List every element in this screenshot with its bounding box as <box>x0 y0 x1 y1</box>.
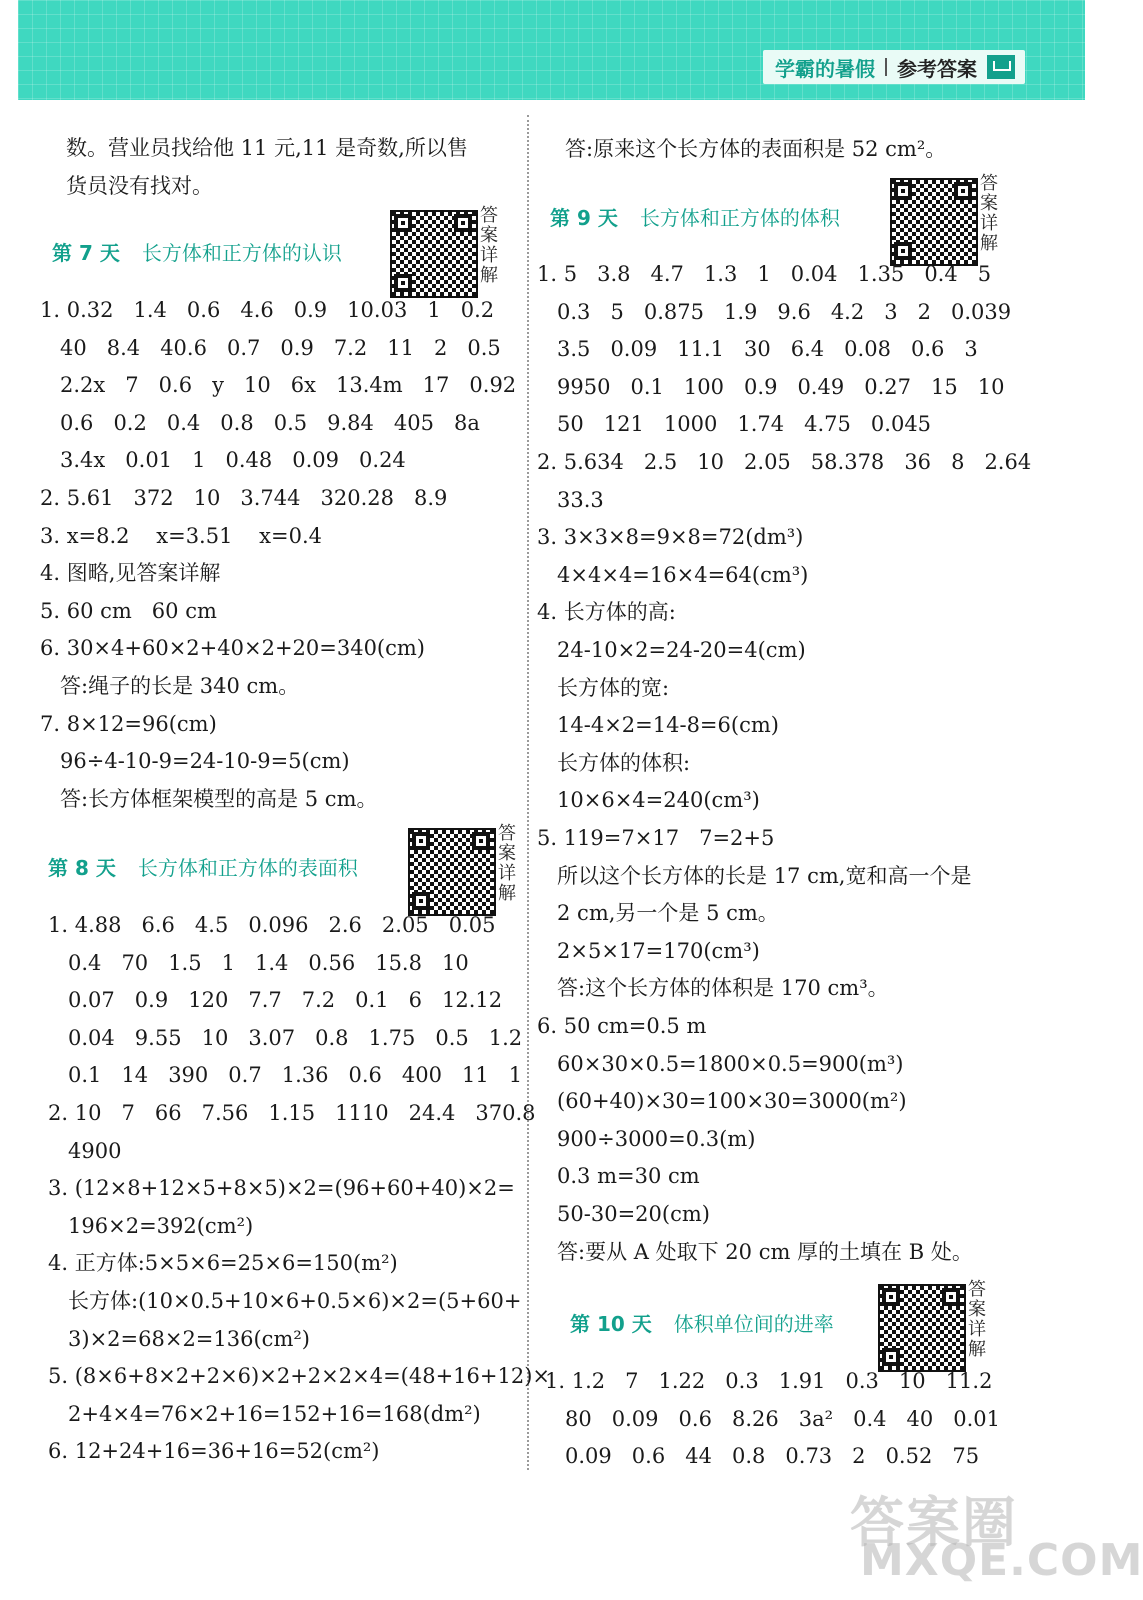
qr-finder-pattern <box>394 274 412 292</box>
day7-qr-code[interactable] <box>390 210 478 298</box>
day9-answer-line: 900÷3000=0.3(m) <box>537 1126 756 1151</box>
qr-finder-pattern <box>882 1348 900 1366</box>
qr-finder-pattern <box>882 1288 900 1306</box>
intro-line: 数。营业员找给他 11 元,11 是奇数,所以售 <box>66 136 468 160</box>
brand-title: 学霸的暑假 <box>775 56 875 81</box>
day7-heading <box>52 237 342 266</box>
day7-answer-line: 答:绳子的长是 340 cm。 <box>40 674 300 698</box>
day8-answer-line: 2+4×4=76×2+16=152+16=168(dm²) <box>48 1401 481 1426</box>
day8-answer-line: 196×2=392(cm²) <box>48 1213 254 1238</box>
day9-answer-line: 50-30=20(cm) <box>537 1202 710 1226</box>
day10-heading-title: 体积单位间的进率 <box>673 1312 834 1336</box>
day8-answer-line: 1. 4.88 6.6 4.5 0.096 2.6 2.05 0.05 <box>48 913 496 937</box>
day10-answer-line: 1. 1.2 7 1.22 0.3 1.91 0.3 10 11.2 <box>545 1369 993 1393</box>
day9-answer-line: 33.3 <box>537 487 604 512</box>
book-icon <box>987 55 1015 79</box>
right-intro-line: 答:原来这个长方体的表面积是 52 cm²。 <box>565 137 947 161</box>
day10-answer-line: 0.09 0.6 44 0.8 0.73 2 0.52 75 <box>545 1444 980 1469</box>
day9-answer-line: 答:要从 A 处取下 20 cm 厚的土填在 B 处。 <box>537 1239 973 1264</box>
day9-answer-line: 60×30×0.5=1800×0.5=900(m³) <box>537 1051 904 1076</box>
watermark-url: MXQE.COM <box>860 1535 1143 1586</box>
day9-heading-day: 第 9 天 <box>550 206 618 230</box>
day7-qr-label: 答案详解 <box>480 205 498 286</box>
day9-answer-line: 10×6×4=240(cm³) <box>537 788 760 813</box>
day8-answer-line: 4900 <box>48 1138 122 1163</box>
day9-answer-line: 答:这个长方体的体积是 170 cm³。 <box>537 976 889 1001</box>
day9-answer-line: 4. 长方体的高: <box>537 600 676 625</box>
column-divider <box>527 115 529 1470</box>
day9-answer-line: 2 cm,另一个是 5 cm。 <box>537 901 779 926</box>
day8-answer-line: 3)×2=68×2=136(cm²) <box>48 1326 310 1351</box>
day9-answer-line: 3.5 0.09 11.1 30 6.4 0.08 0.6 3 <box>537 337 978 362</box>
day9-answer-line: 24-10×2=24-20=4(cm) <box>537 638 806 662</box>
day9-answer-line: 14-4×2=14-8=6(cm) <box>537 713 779 738</box>
section-title: 参考答案 <box>897 56 977 81</box>
day9-answer-line: 所以这个长方体的长是 17 cm,宽和高一个是 <box>537 863 972 888</box>
qr-finder-pattern <box>454 214 472 232</box>
day7-answer-line: 3.4x 0.01 1 0.48 0.09 0.24 <box>40 448 406 473</box>
day8-answer-line: 4. 正方体:5×5×6=25×6=150(m²) <box>48 1251 398 1276</box>
day9-heading <box>550 202 840 231</box>
intro-line: 货员没有找对。 <box>66 174 213 198</box>
day7-answer-line: 1. 0.32 1.4 0.6 4.6 0.9 10.03 1 0.2 <box>40 298 495 322</box>
day8-answer-line: 5. (8×6+8×2+2×6)×2+2×2×4=(48+16+12)× <box>48 1364 551 1389</box>
day9-answer-line: (60+40)×30=100×30=3000(m²) <box>537 1089 907 1114</box>
day8-answer-line: 2. 10 7 66 7.56 1.15 1110 24.4 370.8 <box>48 1101 536 1125</box>
qr-finder-pattern <box>412 892 430 910</box>
day7-answer-line: 5. 60 cm 60 cm <box>40 598 217 623</box>
day8-answer-line: 3. (12×8+12×5+8×5)×2=(96+60+40)×2= <box>48 1176 515 1201</box>
day9-answer-line: 4×4×4=16×4=64(cm³) <box>537 562 809 587</box>
day10-qr-label: 答案详解 <box>968 1279 986 1360</box>
day9-qr-code[interactable] <box>890 178 978 266</box>
day7-answer-line: 96÷4-10-9=24-10-9=5(cm) <box>40 749 350 774</box>
day10-answer-line: 80 0.09 0.6 8.26 3a² 0.4 40 0.01 <box>545 1406 1001 1431</box>
day8-heading-day: 第 8 天 <box>48 856 116 880</box>
day8-answer-line: 长方体:(10×0.5+10×6+0.5×6)×2=(5+60+ <box>48 1289 522 1313</box>
day9-answer-line: 5. 119=7×17 7=2+5 <box>537 826 775 850</box>
day7-heading-day: 第 7 天 <box>52 241 120 265</box>
day7-answer-line: 2.2x 7 0.6 y 10 6x 13.4m 17 0.92 <box>40 373 517 398</box>
day9-answer-line: 6. 50 cm=0.5 m <box>537 1014 707 1038</box>
day7-heading-title: 长方体和正方体的认识 <box>141 241 342 265</box>
day8-answer-line: 6. 12+24+16=36+16=52(cm²) <box>48 1439 380 1464</box>
day9-answer-line: 2. 5.634 2.5 10 2.05 58.378 36 8 2.64 <box>537 450 1032 474</box>
day8-qr-code[interactable] <box>408 828 496 916</box>
qr-finder-pattern <box>894 182 912 200</box>
header-band <box>763 50 1025 84</box>
day7-answer-line: 40 8.4 40.6 0.7 0.9 7.2 11 2 0.5 <box>40 335 501 360</box>
day8-heading <box>48 852 358 881</box>
day9-qr-label: 答案详解 <box>980 173 998 254</box>
qr-finder-pattern <box>472 832 490 850</box>
day9-answer-line: 9950 0.1 100 0.9 0.49 0.27 15 10 <box>537 374 1005 399</box>
day9-answer-line: 2×5×17=170(cm³) <box>537 938 760 963</box>
day8-answer-line: 0.07 0.9 120 7.7 7.2 0.1 6 12.12 <box>48 988 503 1013</box>
day7-answer-line: 6. 30×4+60×2+40×2+20=340(cm) <box>40 636 425 661</box>
qr-finder-pattern <box>394 214 412 232</box>
day9-answer-line: 0.3 5 0.875 1.9 9.6 4.2 3 2 0.039 <box>537 299 1012 324</box>
day9-answer-line: 50 121 1000 1.74 4.75 0.045 <box>537 412 932 437</box>
day7-answer-line: 答:长方体框架模型的高是 5 cm。 <box>40 786 378 811</box>
day8-answer-line: 0.4 70 1.5 1 1.4 0.56 15.8 10 <box>48 950 469 975</box>
day8-qr-label: 答案详解 <box>498 823 516 904</box>
day7-answer-line: 7. 8×12=96(cm) <box>40 711 217 736</box>
day8-answer-line: 0.1 14 390 0.7 1.36 0.6 400 11 1 <box>48 1063 523 1088</box>
header-separator <box>885 58 887 76</box>
day9-answer-line: 0.3 m=30 cm <box>537 1164 700 1189</box>
qr-finder-pattern <box>894 242 912 260</box>
day8-answer-line: 0.04 9.55 10 3.07 0.8 1.75 0.5 1.2 <box>48 1025 523 1050</box>
day10-heading <box>570 1308 834 1337</box>
day9-answer-line: 长方体的宽: <box>537 675 670 700</box>
day10-qr-code[interactable] <box>878 1284 966 1372</box>
day9-answer-line: 长方体的体积: <box>537 750 691 775</box>
day10-heading-day: 第 10 天 <box>570 1312 652 1336</box>
day9-answer-line: 3. 3×3×8=9×8=72(dm³) <box>537 525 804 550</box>
day9-heading-title: 长方体和正方体的体积 <box>639 206 840 230</box>
day7-answer-line: 2. 5.61 372 10 3.744 320.28 8.9 <box>40 486 448 510</box>
qr-finder-pattern <box>412 832 430 850</box>
day8-heading-title: 长方体和正方体的表面积 <box>137 856 358 880</box>
qr-finder-pattern <box>942 1288 960 1306</box>
qr-finder-pattern <box>954 182 972 200</box>
watermark-logo: 答案圈 <box>850 1491 1018 1554</box>
day7-answer-line: 3. x=8.2 x=3.51 x=0.4 <box>40 523 322 548</box>
header-banner <box>18 0 1085 100</box>
day7-answer-line: 4. 图略,见答案详解 <box>40 561 221 586</box>
day9-answer-line: 1. 5 3.8 4.7 1.3 1 0.04 1.35 0.4 5 <box>537 262 992 286</box>
day7-answer-line: 0.6 0.2 0.4 0.8 0.5 9.84 405 8a <box>40 410 480 435</box>
